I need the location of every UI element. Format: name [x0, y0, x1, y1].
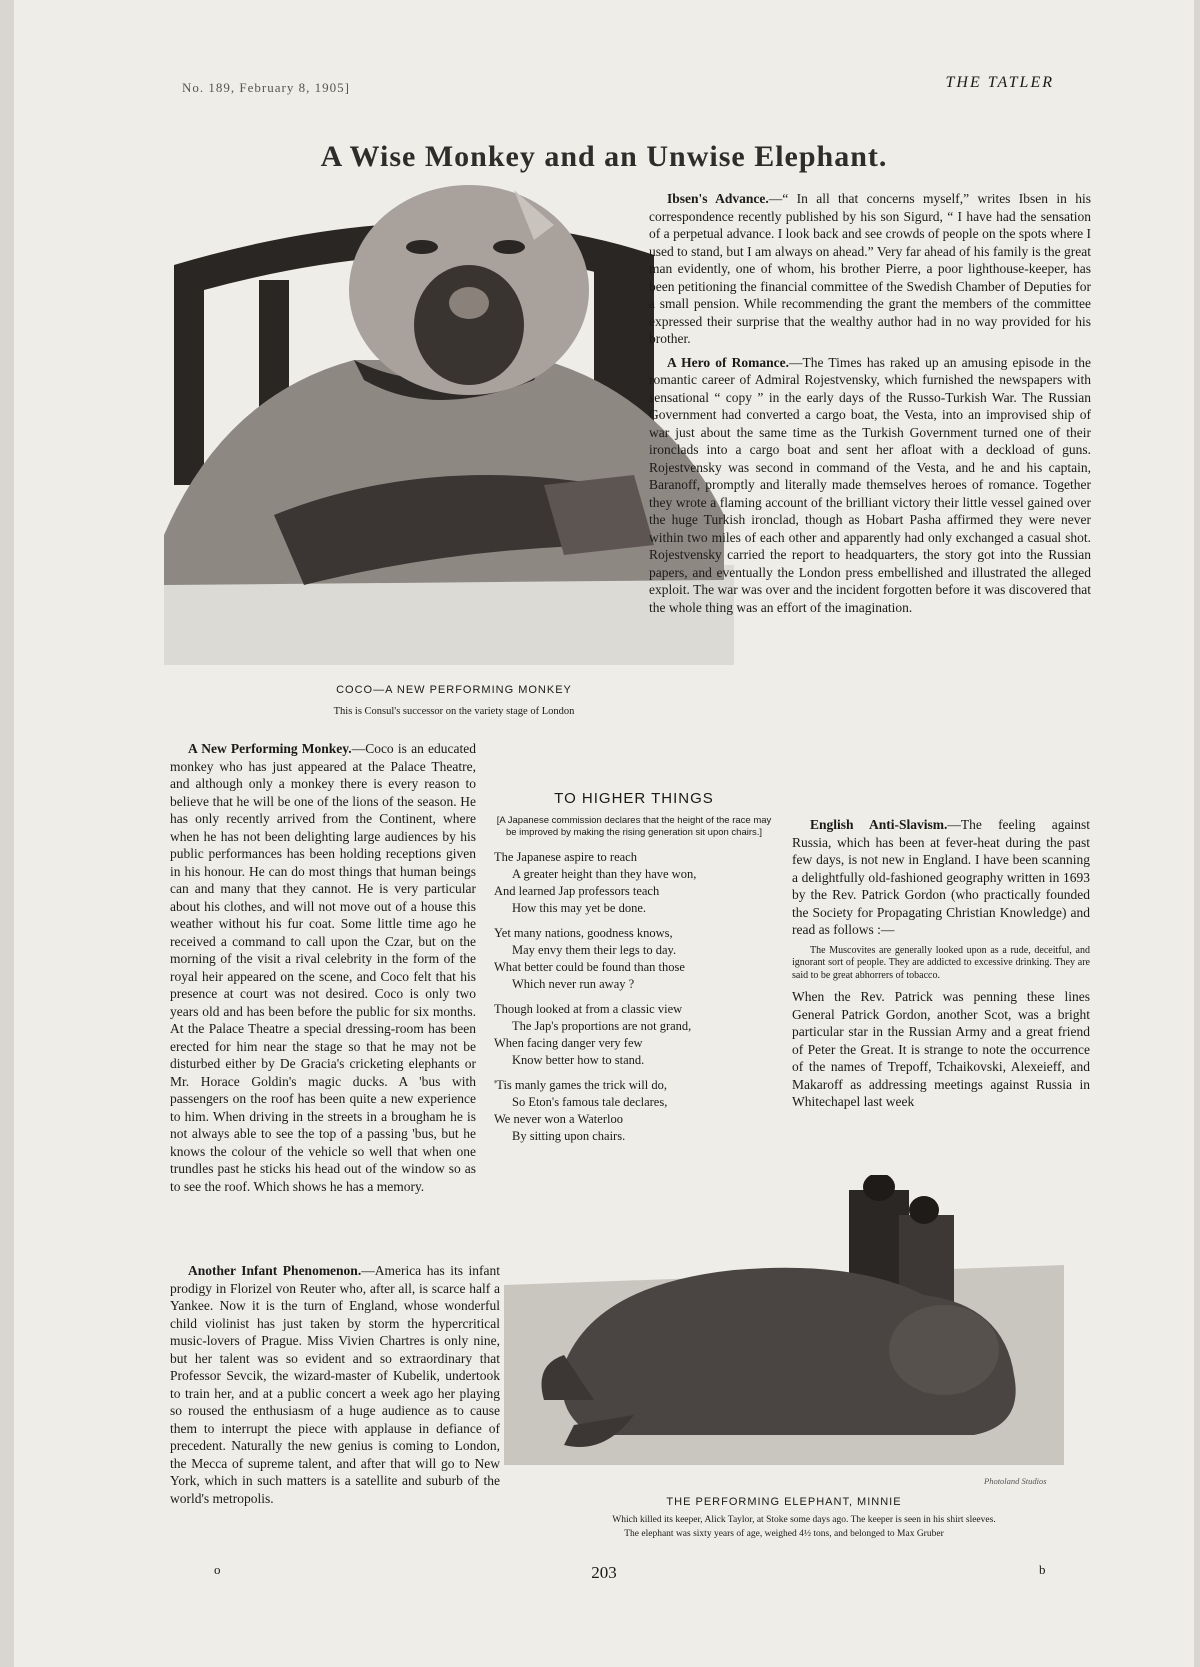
poem-stanza [494, 1001, 774, 1069]
elephant-caption-title: THE PERFORMING ELEPHANT, MINNIE [666, 1496, 902, 1508]
poem-line: So Eton's famous tale declares, [512, 1095, 668, 1109]
poem-title: TO HIGHER THINGS [554, 790, 714, 807]
ibsen-article [649, 190, 1091, 622]
poem-line: And learned Jap professors teach [494, 884, 660, 898]
signature-mark-left: o [214, 1562, 221, 1577]
issue-header: No. 189, February 8, 1905] [182, 80, 350, 95]
poem-stanza [494, 1077, 774, 1145]
monkey-caption-subtitle: This is Consul's successor on the variety stage of London [333, 706, 575, 717]
poem-line: The Jap's proportions are not grand, [512, 1019, 692, 1033]
page-number: 203 [591, 1563, 617, 1582]
antislavism-text: —The feeling against Russia, which has been at fever-heat during the past few days, is not new in England. I have been scanning a delightfully old-fashioned geography written in 1693 by the Rev. Patrick Gordon (who practically founded the Society for Propagating Christian Knowledge) and read as follows :— [792, 817, 1090, 937]
antislavism-text2: When the Rev. Patrick was penning these lines General Patrick Gordon, another Scot, was a bright particular star in the Russian Army and a great friend of Peter the Great. It is strange to note the occurrence of the names of Trepoff, Tchaikovski, Alexeieff, and Makaroff as addressing meetings against Russia in Whitechapel last week [792, 989, 1090, 1109]
elephant-caption-subtitle-1: Which killed its keeper, Alick Taylor, at Stoke some days ago. The keeper is seen in his shirt sleeves. [612, 1515, 996, 1525]
infant-text: —America has its infant prodigy in Florizel von Reuter who, after all, is scarce half a Yankee. Now it is the turn of England, whose wonderful child violinist has just taken by storm the hypercritical music-lovers of Prague. Miss Vivien Chartres is only nine, but her talent was so evident and so extraordinary that Professor Sevcik, the wizard-master of Kubelik, undertook to train her, and at a public concert a week ago her playing so roused the enthusiasm of a huge audience as to cause them to interrupt the piece with applause in defiance of precedent. Naturally the new genius is coming to London, the Mecca of supreme talent, and after that will go to New York, which in such matters is a satellite and suburb of the world's metropolis. [170, 1263, 500, 1506]
antislavism-article [792, 816, 1090, 1117]
infant-lead: Another Infant Phenomenon. [188, 1263, 362, 1278]
ibsen-text: —“ In all that concerns myself,” writes Ibsen in his correspondence recently published by his son Sigurd, “ I have had the sensation of a perpetual advance. I look back and see crowds of people on the spots where I used to stand, but I am always on ahead.” Very far ahead of his family is the great man evidently, one of whom, his brother Pierre, a poor lighthouse-keeper, has been petitioning the financial committee of the Swedish Chamber of Deputies for a small pension. While recommending the grant the members of the committee expressed their surprise that the wealthy author had in no way provided for his brother. [649, 191, 1091, 346]
magazine-page [14, 0, 1194, 1667]
poem-line: Though looked at from a classic view [494, 1002, 683, 1016]
poem-line: May envy them their legs to day. [512, 943, 677, 957]
page-title: A Wise Monkey and an Unwise Elephant. [320, 140, 888, 173]
poem-line: Which never run away ? [512, 977, 635, 991]
infant-article [170, 1262, 500, 1513]
signature-mark-right: b [1039, 1562, 1046, 1577]
poem-line: Yet many nations, goodness knows, [494, 926, 673, 940]
poem-line: When facing danger very few [494, 1036, 643, 1050]
monkey-caption-title: COCO—A NEW PERFORMING MONKEY [336, 684, 572, 696]
monkey-lead: A New Performing Monkey. [188, 741, 352, 756]
poem-line: How this may yet be done. [512, 901, 647, 915]
elephant-photo [504, 1175, 1064, 1465]
ibsen-lead: Ibsen's Advance. [667, 191, 769, 206]
monkey-text: —Coco is an educated monkey who has just appeared at the Palace Theatre, and although only a monkey there is every reason to believe that he will be one of the lions of the season. He has only recently arrived from the Continent, where when he has not been delighting large audiences by his public performances has been holding receptions given in his honour. He can do most things that human beings can and many that they cannot. He is very particular about his clothes, and will not move out of a house this weather without his fur coat. Some little time ago he received a command to call upon the Czar, but on the morning of the visit a rival celebrity in the form of the royal heir appeared on the scene, and Coco felt that his presence at court was not desired. Coco is only two years old and has been before the public for six months. At the Palace Theatre a special dressing-room has been erected for him near the stage so that he may not be disturbed either by De Gracia's cricketing elephants or Mr. Horace Goldin's magic ducks. A 'bus with passengers on the roof has been quite a new experience to him. When driving in the streets in a brougham he is not always able to see the top of a passing 'bus, but he knows the colour of the vehicle so well that when one trundles past he sticks his head out of the window so as to see the roof. Which shows he has a memory. [170, 741, 476, 1194]
poem-stanza [494, 925, 774, 993]
monkey-article [170, 740, 476, 1201]
antislavism-lead: English Anti-Slavism. [810, 817, 948, 832]
antislavism-quote: The Muscovites are generally looked upon as a rude, deceitful, and ignorant sort of people. They are addicted to excessive drinking. They are said to be great abhorrers of tobacco. [792, 944, 1090, 981]
poem-line: We never won a Waterloo [494, 1112, 623, 1126]
poem-line: Know better how to stand. [512, 1053, 645, 1067]
elephant-caption-subtitle-2: The elephant was sixty years of age, weighed 4½ tons, and belonged to Max Gruber [624, 1529, 944, 1539]
poem-stanza [494, 849, 774, 917]
poem-line: 'Tis manly games the trick will do, [494, 1078, 667, 1092]
hero-text: —The Times has raked up an amusing episode in the romantic career of Admiral Rojestvensky, which furnished the newspapers with sensational “ copy ” in the early days of the Russo-Turkish War. The Russian Government had converted a cargo boat, the Vesta, into an improvised ship of war just about the same time as the Turkish Government turned one of their ironclads into a cargo boat and sent her afloat with a deckload of guns. Rojestvensky was second in command of the Vesta, and he and his captain, Baranoff, promptly and literally made themselves heroes of romance. Together they wrote a flaming account of the brilliant victory their little vessel gained over the huge Turkish ironclad, though as Hobart Pasha affirmed they were never within two miles of each other and apparently had only exchanged a casual shot. Rojestvensky carried the report to headquarters, the story got into the Russian papers, and eventually the London press embellished and illustrated the alleged exploit. The war was over and the incident forgotten before it was discovered that the whole thing was an effort of the imagination. [649, 354, 1091, 615]
poem-line: The Japanese aspire to reach [494, 850, 637, 864]
photo-credit: Photoland Studios [984, 1476, 1047, 1486]
magazine-header: THE TATLER [945, 74, 1054, 91]
poem-note: [A Japanese commission declares that the height of the race may be improved by making the rising generation sit upon chairs.] [496, 815, 772, 838]
poem-line: A greater height than they have won, [512, 867, 697, 881]
poem-line: What better could be found than those [494, 960, 685, 974]
hero-lead: A Hero of Romance. [667, 354, 790, 370]
poem-line: By sitting upon chairs. [512, 1129, 626, 1143]
poem [494, 790, 774, 1153]
